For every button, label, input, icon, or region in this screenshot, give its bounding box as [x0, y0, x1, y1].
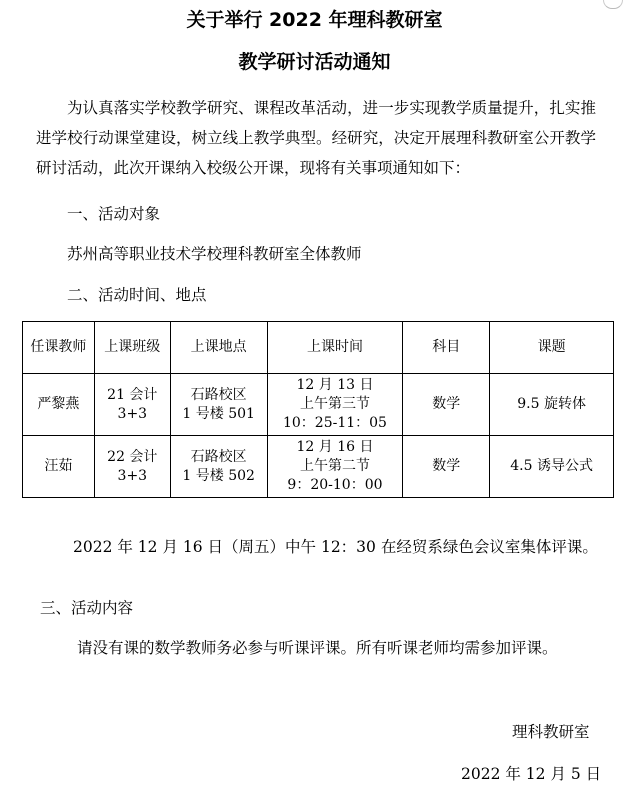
time-date: 12 月 13 日: [296, 377, 374, 393]
section1-content: 苏州高等职业技术学校理科教研室全体教师: [67, 245, 362, 263]
class-name: 21 会计: [107, 386, 158, 403]
class-track: 3+3: [117, 467, 148, 484]
cell-subject: 数学: [403, 374, 490, 436]
section3-heading: 三、活动内容: [40, 599, 134, 617]
header-time: 上课时间: [267, 322, 403, 374]
cell-time: [267, 436, 403, 498]
class-track: 3+3: [117, 405, 148, 422]
cell-class: [94, 374, 170, 436]
header-location: 上课地点: [170, 322, 267, 374]
issue-date: 2022 年 12 月 5 日: [461, 765, 602, 783]
cell-location: [170, 436, 267, 498]
time-period: 上午第二节: [299, 458, 370, 474]
time-date: 12 月 16 日: [296, 439, 374, 455]
time-period: 上午第三节: [299, 396, 370, 412]
cell-teacher: 严黎燕: [23, 374, 95, 436]
document-title-line1: 关于举行 2022 年理科教研室: [186, 9, 443, 31]
cell-class: [94, 436, 170, 498]
cell-time: [267, 374, 403, 436]
signature: 理科教研室: [512, 723, 590, 741]
location-campus: 石路校区: [190, 386, 247, 403]
header-subject: 科目: [403, 322, 490, 374]
schedule-table: [22, 321, 614, 498]
document-title-line2: 教学研讨活动通知: [238, 51, 391, 73]
cell-teacher: 汪茹: [23, 436, 95, 498]
location-room: 1 号楼 502: [182, 467, 255, 484]
table-row: [23, 374, 614, 436]
cell-topic: 9.5 旋转体: [490, 374, 614, 436]
table-header-row: [23, 322, 614, 374]
location-room: 1 号楼 501: [182, 405, 255, 422]
section2-heading: 二、活动时间、地点: [67, 286, 207, 304]
intro-paragraph: 为认真落实学校教学研究、课程改革活动，进一步实现教学质量提升，扎实推进学校行动课堂建设，树立线上教学典型。经研究，决定开展理科教研室公开教学研讨活动，此次开课纳入校级公开课，现将有关事项通知如下：: [36, 99, 596, 177]
time-range: 9：20-10：00: [287, 477, 383, 493]
header-class: 上课班级: [94, 322, 170, 374]
section3-content: 请没有课的数学教师务必参与听课评课。所有听课老师均需参加评课。: [77, 639, 558, 657]
header-topic: 课题: [490, 322, 614, 374]
cell-topic: 4.5 诱导公式: [490, 436, 614, 498]
review-note: 2022 年 12 月 16 日（周五）中午 12：30 在经贸系绿色会议室集体评课。: [73, 538, 598, 556]
header-teacher: 任课教师: [23, 322, 95, 374]
location-campus: 石路校区: [190, 448, 247, 465]
class-name: 22 会计: [107, 448, 158, 465]
time-range: 10：25-11：05: [282, 415, 387, 431]
cell-location: [170, 374, 267, 436]
table-row: [23, 436, 614, 498]
section1-heading: 一、活动对象: [67, 205, 161, 223]
cell-subject: 数学: [403, 436, 490, 498]
